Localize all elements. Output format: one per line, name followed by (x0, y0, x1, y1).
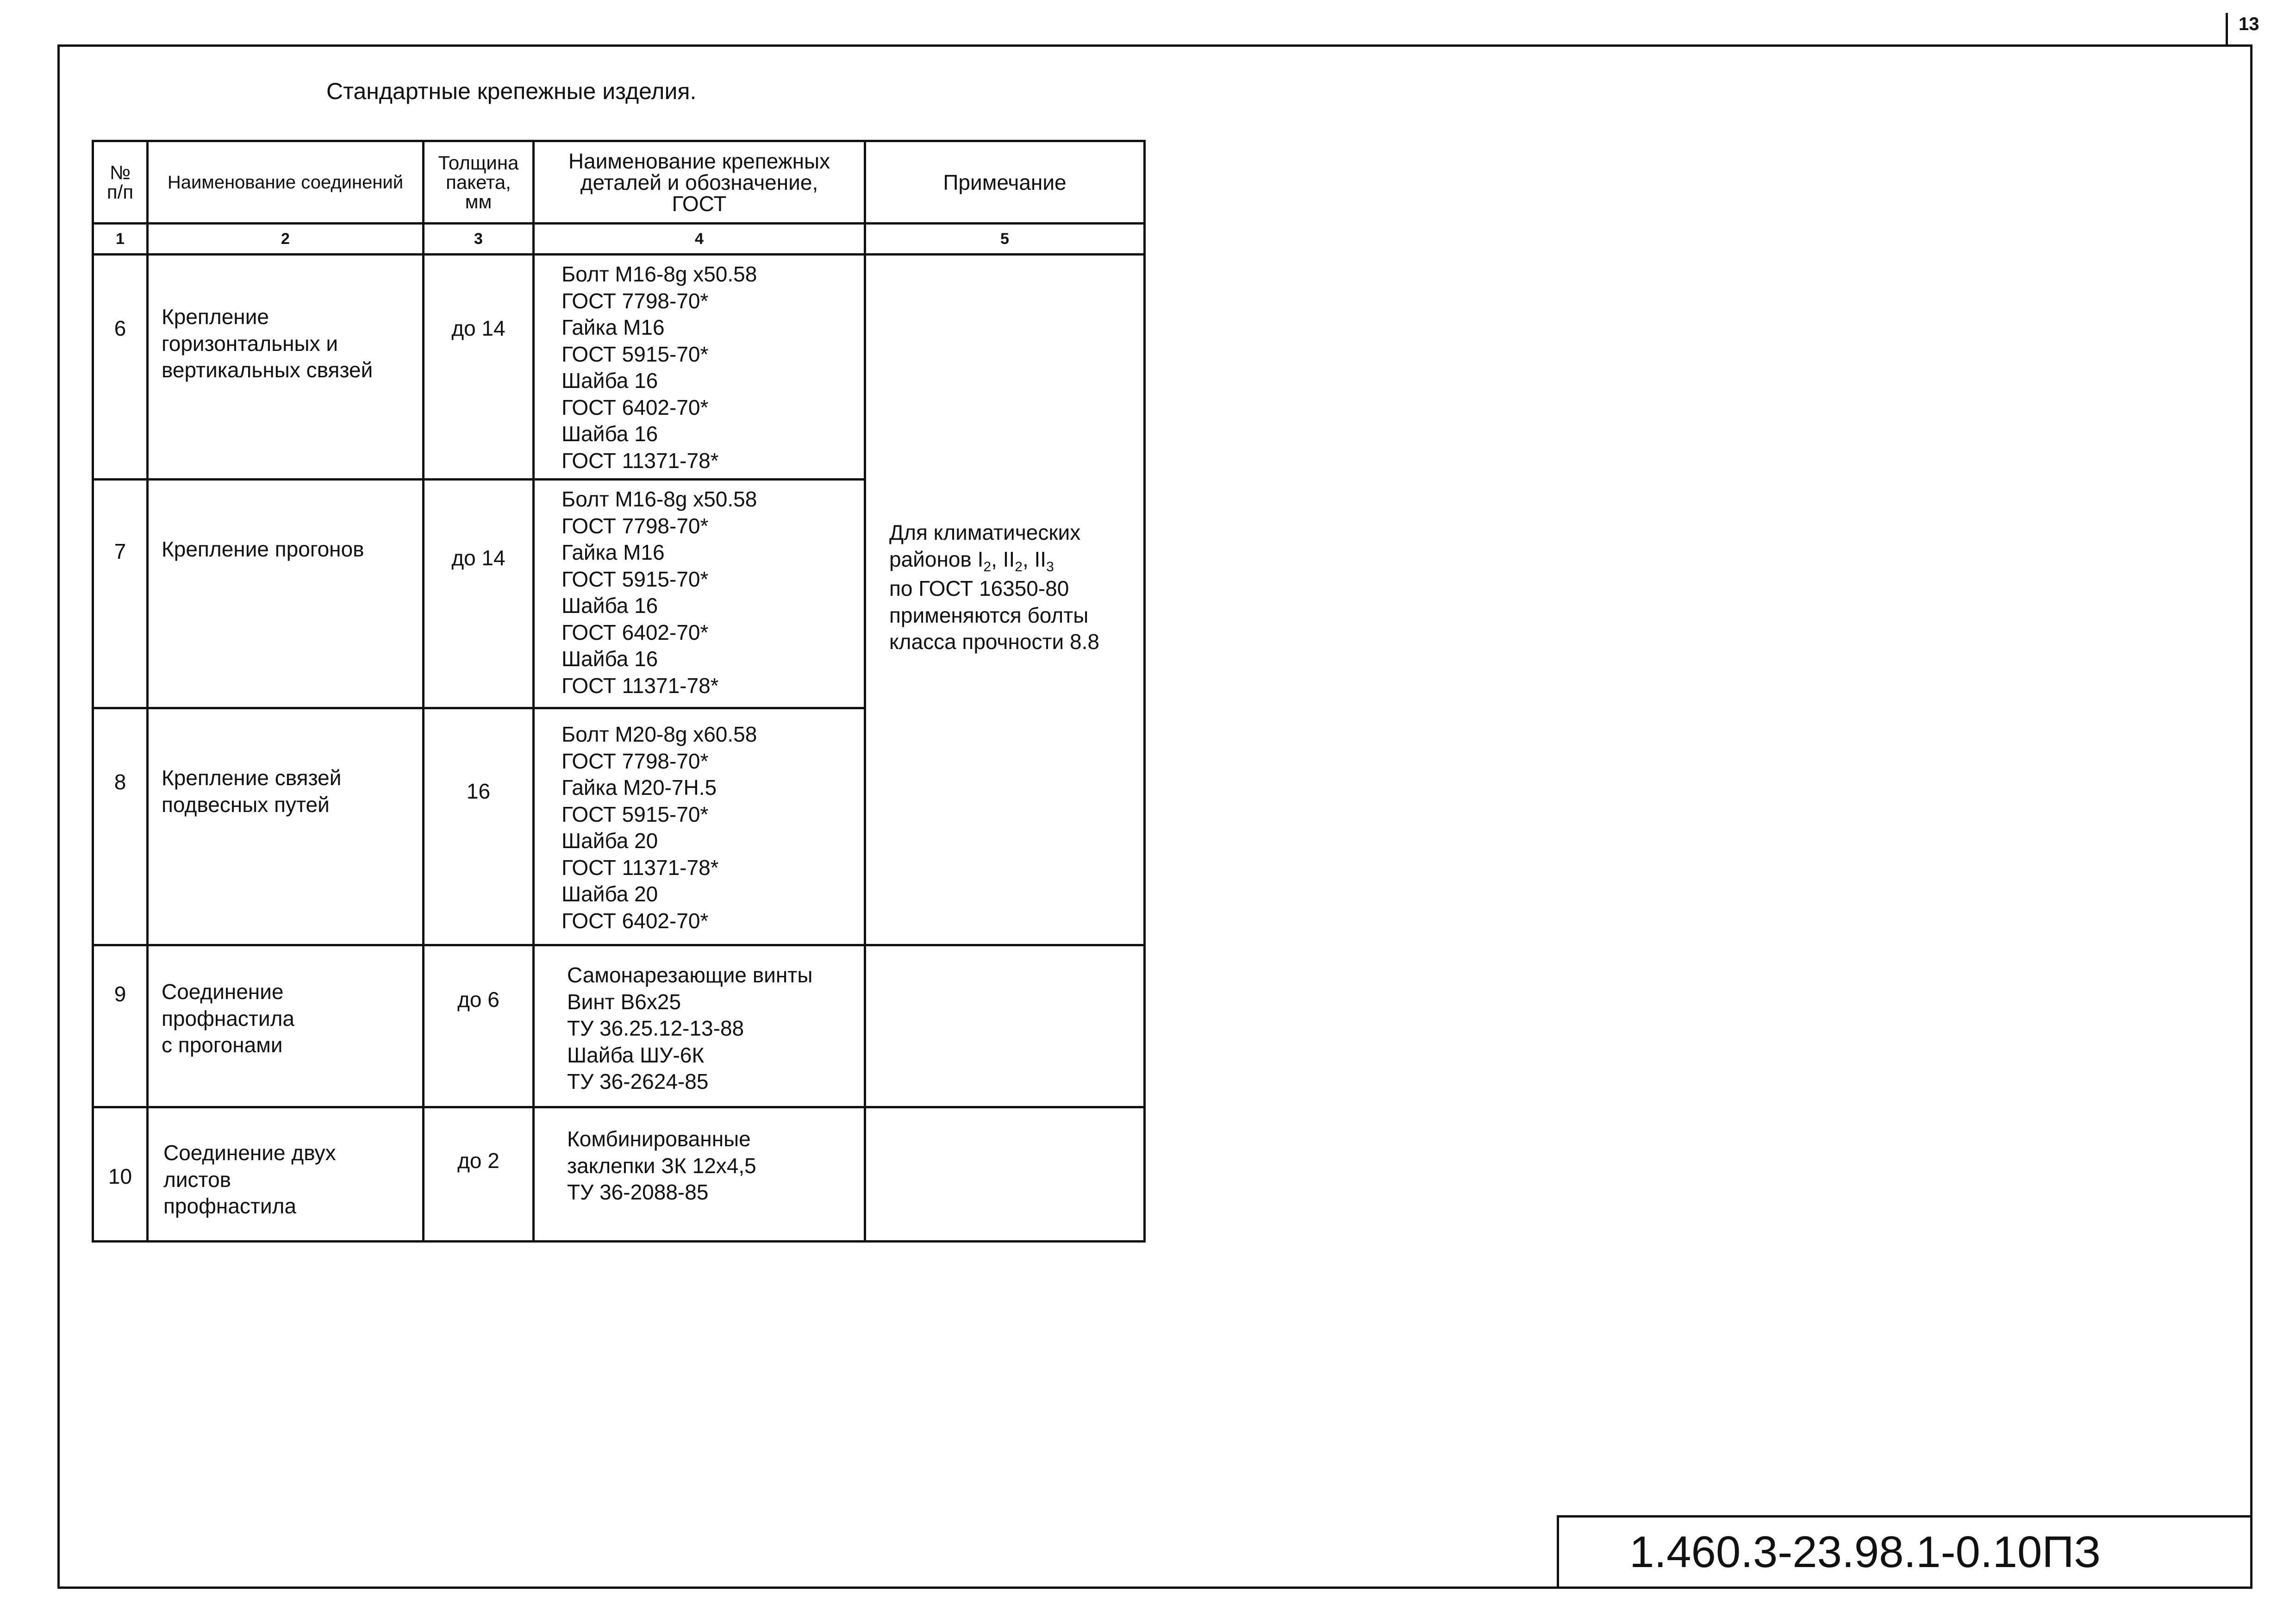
package-thickness: до 14 (424, 480, 534, 708)
fastener-parts: Самонарезающие винты Винт В6x25 ТУ 36.25.12-13-88 Шайба ШУ-6К ТУ 36-2624-85 (534, 945, 865, 1107)
package-thickness: до 2 (424, 1107, 534, 1242)
connection-name: Соединение двух листов профнастила (148, 1107, 424, 1242)
document-code: 1.460.3-23.98.1-0.10ПЗ (1629, 1527, 2101, 1577)
row-number: 9 (93, 945, 148, 1107)
package-thickness: до 14 (424, 255, 534, 480)
column-number: 1 (93, 224, 148, 255)
page-number-box (2226, 13, 2296, 44)
note-cell-empty (865, 945, 1145, 1107)
column-number-row (93, 224, 1145, 255)
header-num: № п/п (93, 141, 148, 224)
connection-name: Крепление горизонтальных и вертикальных связей (148, 255, 424, 480)
package-thickness: 16 (424, 708, 534, 945)
header-thickness: Толщина пакета, мм (424, 141, 534, 224)
column-number: 4 (534, 224, 865, 255)
table-row (93, 1107, 1145, 1242)
row-number: 10 (93, 1107, 148, 1242)
fastener-parts: Болт М16-8g x50.58 ГОСТ 7798-70* Гайка М16 ГОСТ 5915-70* Шайба 16 ГОСТ 6402-70* Шайба 16 ГОСТ 11371-78* (534, 480, 865, 708)
connection-name: Крепление связей подвесных путей (148, 708, 424, 945)
fastener-parts: Болт М16-8g x50.58 ГОСТ 7798-70* Гайка М16 ГОСТ 5915-70* Шайба 16 ГОСТ 6402-70* Шайба 16 ГОСТ 11371-78* (534, 255, 865, 480)
table-row (93, 255, 1145, 480)
note-climatic-regions: районов $I_2$, $II_2$, $II_3$ (889, 547, 1054, 575)
row-number: 8 (93, 708, 148, 945)
connection-name: Крепление прогонов (148, 480, 424, 708)
fastener-parts: Болт М20-8g x60.58 ГОСТ 7798-70* Гайка М20-7Н.5 ГОСТ 5915-70* Шайба 20 ГОСТ 11371-78* Шайба 20 ГОСТ 6402-70* (534, 708, 865, 945)
fastener-parts: Комбинированные заклепки ЗК 12x4,5 ТУ 36-2088-85 (534, 1107, 865, 1242)
package-thickness: до 6 (424, 945, 534, 1107)
column-number: 5 (865, 224, 1145, 255)
table-row (93, 945, 1145, 1107)
column-number: 2 (148, 224, 424, 255)
note-cell-empty (865, 1107, 1145, 1242)
column-number: 3 (424, 224, 534, 255)
note-cell: Для климатических районов $I_2$, $II_2$, $II_3$ по ГОСТ 16350-80 применяются болты класса прочности 8.8 (865, 255, 1145, 945)
fasteners-table (92, 140, 1146, 1243)
header-note: Примечание (865, 141, 1145, 224)
header-connection-name: Наименование соединений (148, 141, 424, 224)
header-row (93, 141, 1145, 224)
header-fastener-parts: Наименование крепежных деталей и обозначение, ГОСТ (534, 141, 865, 224)
connection-name: Соединение профнастила с прогонами (148, 945, 424, 1107)
row-number: 6 (93, 255, 148, 480)
page-number: 13 (2239, 14, 2259, 34)
row-number: 7 (93, 480, 148, 708)
table-title: Стандартные крепежные изделия. (326, 78, 697, 104)
